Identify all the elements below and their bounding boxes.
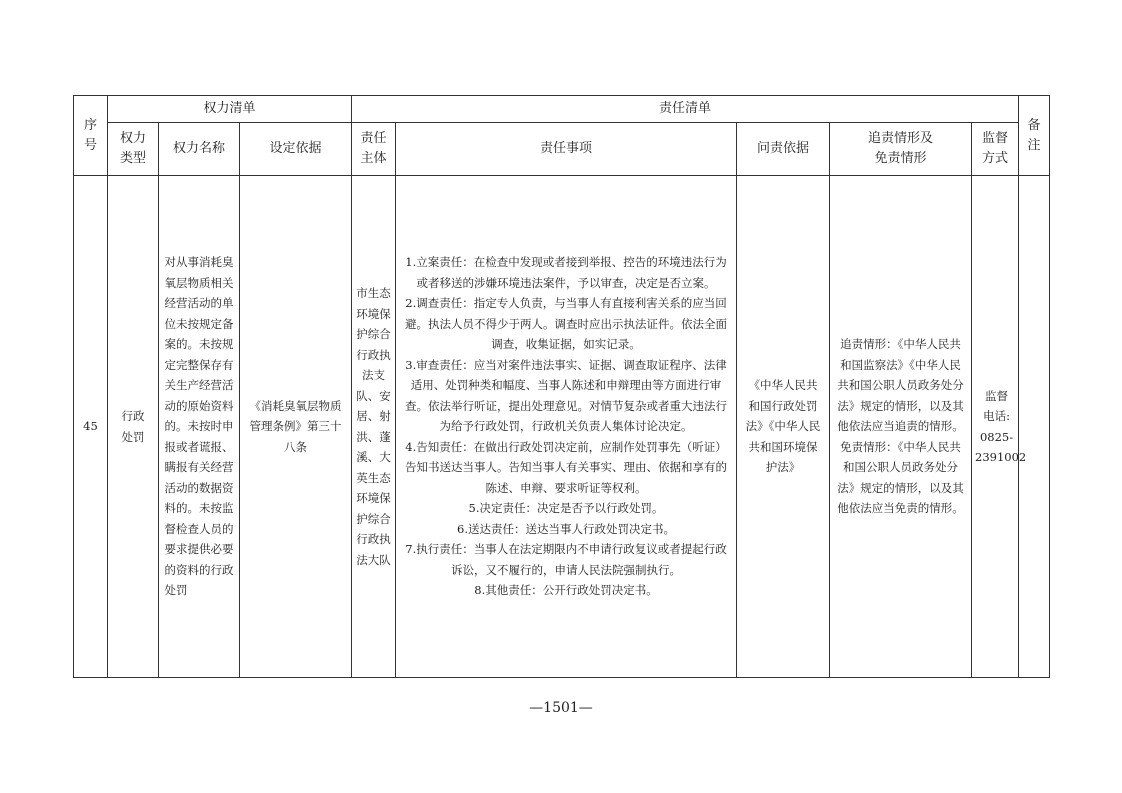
header-basis: 设定依据 bbox=[240, 123, 352, 176]
cell-accountability-basis: 《中华人民共和国行政处罚法》《中华人民共和国环境保护法》 bbox=[737, 176, 830, 678]
page-number: —1501— bbox=[529, 700, 593, 716]
header-power-type-label: 权力类型 bbox=[119, 131, 146, 166]
header-power-type bbox=[108, 123, 159, 176]
item-7: 7.执行责任：当事人在法定期限内不申请行政复议或者提起行政诉讼，又不履行的，申请人民法院强制执行。 bbox=[405, 542, 727, 577]
header-pursue-label: 追责情形及免责情形 bbox=[867, 131, 933, 166]
header-accountability-basis: 问责依据 bbox=[737, 123, 830, 176]
header-seq-label: 序号 bbox=[83, 117, 97, 153]
item-1: 1.立案责任：在检查中发现或者接到举报、控告的环境违法行为或者移送的涉嫌环境违法案件，予以审查，决定是否立案。 bbox=[405, 255, 727, 290]
header-row-top bbox=[74, 96, 1050, 123]
header-seq bbox=[74, 96, 108, 176]
item-3: 3.审查责任：应当对案件违法事实、证据、调查取证程序、法律适用、处罚种类和幅度、当事人陈述和申辩理由等方面进行审查。依法举行听证，提出处理意见。对情节复杂或者重大违法行为给予行政处罚，行政机关负责人集体讨论决定。 bbox=[405, 357, 727, 434]
item-2: 2.调查责任：指定专人负责，与当事人有直接利害关系的应当回避。执法人员不得少于两人。调查时应出示执法证件。依法全面调查，收集证据，如实记录。 bbox=[405, 296, 727, 352]
item-6: 6.送达责任：送达当事人行政处罚决定书。 bbox=[457, 521, 675, 536]
header-items: 责任事项 bbox=[396, 123, 737, 176]
data-row-45 bbox=[74, 176, 1050, 678]
cell-power-type-text: 行政处罚 bbox=[121, 409, 145, 444]
item-8: 8.其他责任：公开行政处罚决定书。 bbox=[474, 583, 658, 598]
cell-remark bbox=[1019, 176, 1050, 678]
cell-subject bbox=[352, 176, 396, 678]
item-5: 5.决定责任：决定是否予以行政处罚。 bbox=[468, 501, 664, 516]
cell-power-name-text: 对从事消耗臭氧层物质相关经营活动的单位未按规定备案的。未按规定完整保存有关生产经营活动的原始资料的。未按时申报或者谎报、瞒报有关经营活动的数据资料的。未按监督检查人员的要求提供必要的资料的行政处罚 bbox=[164, 255, 234, 598]
header-row-bottom bbox=[74, 123, 1050, 176]
supervision-line-3: 0825- bbox=[979, 429, 1014, 444]
cell-items bbox=[396, 176, 737, 678]
header-remark-label: 备注 bbox=[1027, 117, 1041, 153]
header-subject-label: 责任主体 bbox=[360, 131, 387, 166]
header-remark bbox=[1019, 96, 1050, 176]
cell-subject-text: 市生态环境保护综合行政执法支队、安居、射洪、蓬溪、大英生态环境保护综合行政执法大队 bbox=[356, 286, 391, 567]
header-responsibility-list: 责任清单 bbox=[352, 96, 1019, 123]
pursue-exemption: 免责情形：《中华人民共和国公职人员政务处分法》规定的情形，以及其他依法应当免责的情形。 bbox=[837, 439, 964, 516]
cell-seq: 45 bbox=[74, 176, 108, 678]
cell-power-name bbox=[159, 176, 240, 678]
header-supervision-label: 监督方式 bbox=[982, 131, 1009, 166]
cell-power-type bbox=[108, 176, 159, 678]
cell-pursue bbox=[830, 176, 972, 678]
power-responsibility-table bbox=[73, 95, 1050, 678]
cell-supervision bbox=[972, 176, 1027, 678]
header-subject bbox=[352, 123, 396, 176]
header-power-list: 权力清单 bbox=[108, 96, 352, 123]
header-supervision bbox=[972, 123, 1019, 176]
header-power-name: 权力名称 bbox=[159, 123, 240, 176]
header-pursue bbox=[830, 123, 972, 176]
supervision-line-2: 电话: bbox=[983, 409, 1010, 423]
supervision-line-4: 2391002 bbox=[975, 450, 1027, 464]
item-4: 4.告知责任：在做出行政处罚决定前，应制作处罚事先（听证）告知书送达当事人。告知当事人有关事实、理由、依据和享有的陈述、申辩、要求听证等权利。 bbox=[405, 439, 727, 495]
cell-basis: 《消耗臭氧层物质管理条例》第三十八条 bbox=[240, 176, 352, 678]
pursue-accountability: 追责情形：《中华人民共和国监察法》《中华人民共和国公职人员政务处分法》规定的情形，以及其他依法应当追责的情形。 bbox=[837, 337, 964, 434]
supervision-line-1: 监督 bbox=[985, 388, 1009, 403]
